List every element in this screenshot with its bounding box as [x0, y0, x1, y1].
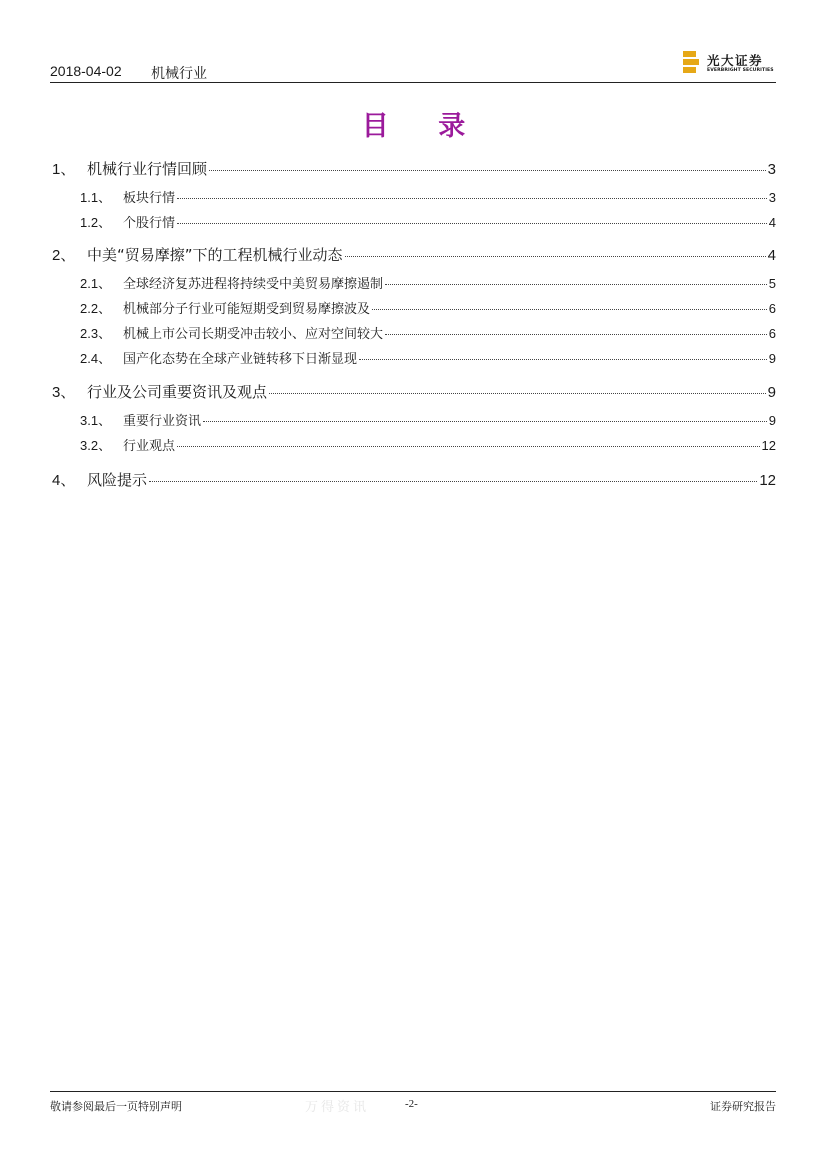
toc-entry-number: 3.2、 [80, 438, 112, 453]
toc-entry-number: 1.1、 [80, 190, 112, 205]
toc-entry-label: 中美“贸易摩擦”下的工程机械行业动态 [87, 246, 343, 264]
everbright-logo-icon [683, 51, 701, 73]
logo-chinese-text: 光大证券 [707, 53, 764, 68]
toc-entry-3[interactable] [52, 381, 776, 402]
toc-entry-number: 1、 [52, 161, 76, 178]
toc-dot-leader [372, 309, 767, 310]
toc-entry-2[interactable] [52, 244, 776, 265]
toc-entry-number: 4、 [52, 472, 76, 489]
toc-entry-page: 12 [759, 472, 776, 489]
toc-entry-number: 2.3、 [80, 326, 112, 341]
toc-entry-page: 9 [768, 413, 776, 428]
watermark-text: 万得资讯 [305, 1100, 370, 1115]
toc-entry-page: 5 [768, 276, 776, 291]
toc-entry-page: 3 [768, 190, 776, 205]
page-footer [50, 1091, 776, 1115]
toc-entry-page: 6 [768, 326, 776, 341]
toc-entry-page: 12 [761, 438, 776, 453]
toc-dot-leader [359, 359, 767, 360]
toc-entry-label: 行业观点 [123, 439, 176, 454]
toc-entry-label: 全球经济复苏进程将持续受中美贸易摩擦遏制 [123, 277, 384, 292]
toc-dot-leader [385, 334, 767, 335]
toc-entry-label: 机械行业行情回顾 [87, 160, 208, 178]
toc-entry-label: 板块行情 [123, 191, 176, 206]
toc-entry-number: 2.1、 [80, 276, 112, 291]
toc-entry-page: 4 [768, 215, 776, 230]
toc-entry-1[interactable] [52, 158, 776, 179]
toc-entry-label: 机械上市公司长期受冲击较小、应对空间较大 [123, 327, 384, 342]
logo-english-text: EVERBRIGHT SECURITIES [707, 68, 774, 73]
toc-entry-label: 行业及公司重要资讯及观点 [87, 383, 268, 401]
toc-entry-label: 机械部分子行业可能短期受到贸易摩擦波及 [123, 302, 371, 317]
page-header [50, 53, 776, 83]
toc-entry-number: 2.4、 [80, 351, 112, 366]
toc-dot-leader [203, 421, 767, 422]
toc-entry-2-1[interactable] [80, 273, 776, 292]
toc-title: 目 录 [361, 111, 486, 142]
toc-dot-leader [177, 198, 767, 199]
toc-entry-label: 重要行业资讯 [123, 414, 202, 429]
page-number: -2- [405, 1098, 418, 1110]
toc-entry-2-3[interactable] [80, 323, 776, 342]
toc-entry-label: 国产化态势在全球产业链转移下日渐显现 [123, 352, 358, 367]
report-date: 2018-04-02 [50, 63, 122, 79]
toc-dot-leader [177, 223, 767, 224]
toc-entry-1-1[interactable] [80, 187, 776, 206]
toc-dot-leader [385, 284, 767, 285]
toc-entry-3-1[interactable] [80, 410, 776, 429]
toc-entry-2-2[interactable] [80, 298, 776, 317]
toc-entry-2-4[interactable] [80, 348, 776, 367]
toc-entry-page: 3 [767, 161, 776, 178]
report-sector: 机械行业 [151, 66, 207, 82]
report-type: 证券研究报告 [710, 1100, 776, 1113]
toc-entry-4[interactable] [52, 469, 776, 490]
toc-entry-number: 1.2、 [80, 215, 112, 230]
toc-dot-leader [269, 393, 766, 394]
toc-entry-label: 个股行情 [123, 216, 176, 231]
toc-dot-leader [209, 170, 766, 171]
toc-entry-page: 4 [767, 247, 776, 264]
toc-entry-number: 2、 [52, 247, 76, 264]
toc-dot-leader [149, 481, 757, 482]
toc-entry-1-2[interactable] [80, 212, 776, 231]
toc-entry-label: 风险提示 [87, 471, 148, 489]
everbright-logo [683, 51, 776, 79]
toc-dot-leader [177, 446, 760, 447]
toc-entry-page: 6 [768, 301, 776, 316]
toc-dot-leader [345, 256, 766, 257]
disclaimer-note: 敬请参阅最后一页特别声明 [50, 1100, 182, 1113]
toc-entry-page: 9 [768, 351, 776, 366]
toc-entry-page: 9 [767, 384, 776, 401]
toc-entry-number: 3、 [52, 384, 76, 401]
toc-entry-3-2[interactable] [80, 435, 776, 454]
toc-entry-number: 3.1、 [80, 413, 112, 428]
toc-entry-number: 2.2、 [80, 301, 112, 316]
